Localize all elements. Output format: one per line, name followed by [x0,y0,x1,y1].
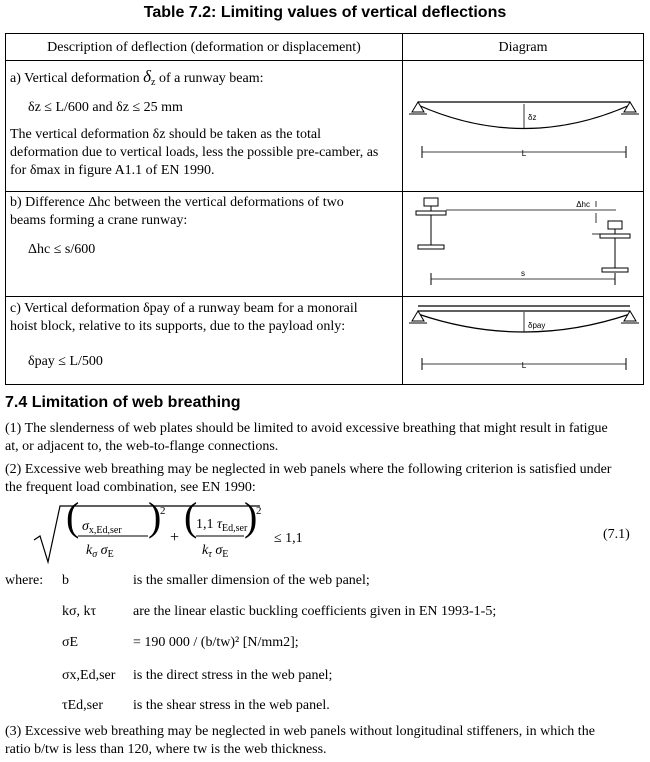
row-a-limit: δz ≤ L/600 and δz ≤ 25 mm [28,100,183,115]
where-symbol: τEd,ser [62,698,104,713]
svg-text:+: + [170,529,180,546]
section-heading: 7.4 Limitation of web breathing [5,394,241,411]
row-b-text: b) Difference Δhc between the vertical deformations of two beams forming a crane runway: [10,195,344,228]
row-a-text: The vertical deformation δz should be taken as the total deformation due to vertical loads, less the possible pre-camber, as for δmax in figure A1.1 of EN 1990. [10,127,379,178]
svg-text:(: ( [184,500,198,539]
row-c-limit: δpay ≤ L/500 [28,354,103,369]
where-text: = 190 000 / (b/tw)² [N/mm2]; [133,635,299,650]
deflection-table [5,33,644,385]
diagram-a-span: L [521,149,527,158]
svg-text:σx,Ed,ser: $\sigma_{x,Ed,ser}$ [82,519,122,536]
equation-number: (7.1) [603,527,630,542]
row-c-text: c) Vertical deformation δpay of a runway beam for a monorail hoist block, relative to its supports, due to the payload only: [10,301,358,334]
where-label: where: [5,573,44,588]
runway-beam-deflection-diagram [404,62,644,190]
diagram-c-label: δpay [528,321,546,330]
svg-text:2: 2 [160,505,166,517]
svg-text:(: ( [66,500,80,539]
paragraph-2: (2) Excessive web breathing may be neglected in web panels where the following criterion is satisfied under the frequent load combination, see EN 1990: [5,462,612,495]
where-symbol: σE [62,635,79,650]
row-a-intro: a) Vertical deformation $\delta_z$ of a runway beam: [10,67,264,88]
header-diagram: Diagram [498,40,548,55]
svg-text:kσ σE: $k_\sigma$ $\sigma_E$ [86,543,114,560]
equation-limit: ≤ 1,1 [274,531,303,546]
where-symbol: b [62,573,69,588]
where-symbol: kσ, kτ [62,604,97,619]
diagram-c-span: L [521,361,527,370]
paragraph-1: (1) The slenderness of web plates should be limited to avoid excessive breathing that might result in fatigue at, or adjacent to, the web-to-flange connections. [5,421,608,454]
diagram-b-label: Δhc [576,200,590,209]
where-text: is the shear stress in the web panel. [133,698,330,713]
row-divider [6,60,643,61]
svg-text:): ) [148,500,162,539]
monorail-deflection-diagram [404,298,644,384]
diagram-b-span: s [521,269,525,278]
svg-text:kτ σE: $k_\tau$ $\sigma_E$ [202,543,229,560]
diagram-a-label: δz [528,113,537,122]
where-text: is the direct stress in the web panel; [133,668,333,683]
where-text: is the smaller dimension of the web panel; [133,573,370,588]
row-b-limit: Δhc ≤ s/600 [28,242,96,257]
row-divider [6,191,643,192]
paragraph-3: (3) Excessive web breathing may be neglected in web panels without longitudinal stiffeners, in which the ratio b/tw is less than 120, where tw is the web thickness. [5,724,595,757]
row-divider [6,296,643,297]
column-divider [402,34,403,384]
svg-text:2: 2 [256,505,262,517]
equation-7-1 [30,500,590,570]
where-text: are the linear elastic buckling coefficients given in EN 1993-1-5; [133,604,497,619]
crane-runway-difference-diagram [404,193,644,295]
where-symbol: σx,Ed,ser [62,668,116,683]
table-title: Table 7.2: Limiting values of vertical deflections [143,4,507,21]
svg-text:): ) [244,500,258,539]
svg-text:1,1 τEd,ser: 1,1 $\tau_{Ed,ser}$ [196,517,248,534]
header-description: Description of deflection (deformation or displacement) [47,40,361,55]
